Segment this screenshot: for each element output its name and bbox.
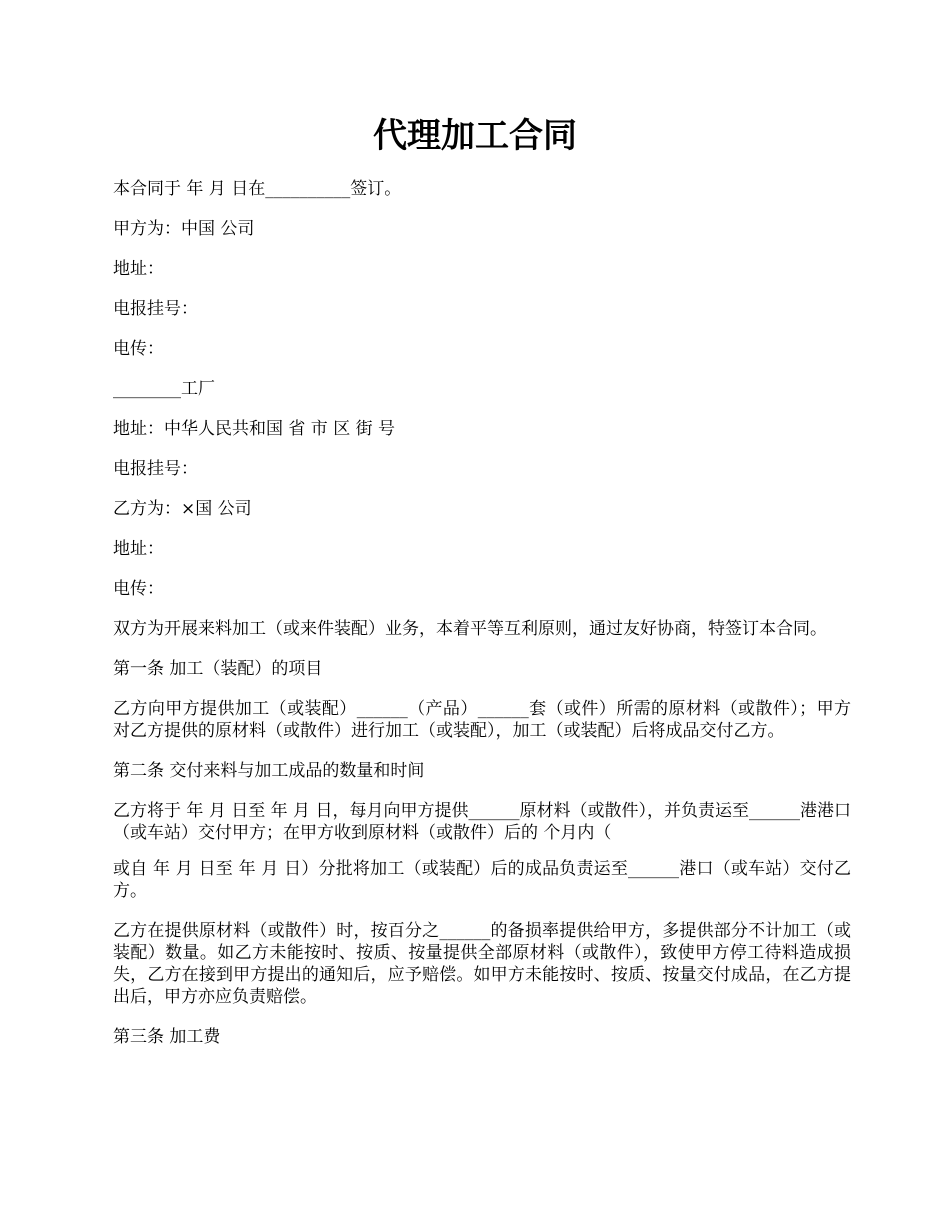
paragraph-party-a-telegraph: 电报挂号： bbox=[113, 299, 198, 319]
paragraph-factory-telegraph: 电报挂号： bbox=[113, 459, 198, 479]
paragraph-signing-date: 本合同于 年 月 日在__________签订。 bbox=[113, 179, 402, 199]
paragraph-preamble: 双方为开展来料加工（或来件装配）业务，本着平等互利原则，通过友好协商，特签订本合同。 bbox=[113, 619, 827, 639]
paragraph-party-a-address: 地址： bbox=[113, 259, 164, 279]
paragraph-party-a: 甲方为：中国 公司 bbox=[113, 219, 255, 239]
paragraph-party-b-address: 地址： bbox=[113, 539, 164, 559]
document-body bbox=[113, 178, 851, 1066]
article-2-body-part-2: 或自 年 月 日至 年 月 日）分批将加工（或装配）后的成品负责运至______港口（或车站）交付乙方。 bbox=[113, 859, 851, 901]
paragraph-party-b: 乙方为：×国 公司 bbox=[113, 499, 252, 519]
paragraph-factory: ________工厂 bbox=[113, 379, 215, 399]
article-2-heading: 第二条 交付来料与加工成品的数量和时间 bbox=[113, 761, 425, 781]
article-2-body-part-1: 乙方将于 年 月 日至 年 月 日，每月向甲方提供______原材料（或散件），并负责运至______港港口（或车站）交付甲方；在甲方收到原材料（或散件）后的 个月内（ bbox=[113, 801, 851, 843]
article-1-body: 乙方向甲方提供加工（或装配）______（产品）______套（或件）所需的原材料（或散件）；甲方对乙方提供的原材料（或散件）进行加工（或装配），加工（或装配）后将成品交付乙方。 bbox=[113, 699, 851, 741]
paragraph-party-b-telex: 电传： bbox=[113, 579, 164, 599]
paragraph-party-a-telex: 电传： bbox=[113, 339, 164, 359]
article-2-body-part-3: 乙方在提供原材料（或散件）时，按百分之______的备损率提供给甲方，多提供部分不计加工（或装配）数量。如乙方未能按时、按质、按量提供全部原材料（或散件），致使甲方停工待料造成损失，乙方在接到甲方提出的通知后，应予赔偿。如甲方未能按时、按质、按量交付成品，在乙方提出后，甲方亦应负责赔偿。 bbox=[113, 921, 851, 1007]
article-1-heading: 第一条 加工（装配）的项目 bbox=[113, 659, 323, 679]
document-title: 代理加工合同 bbox=[373, 116, 577, 156]
paragraph-factory-address: 地址：中华人民共和国 省 市 区 街 号 bbox=[113, 419, 396, 439]
article-3-heading: 第三条 加工费 bbox=[113, 1027, 221, 1047]
